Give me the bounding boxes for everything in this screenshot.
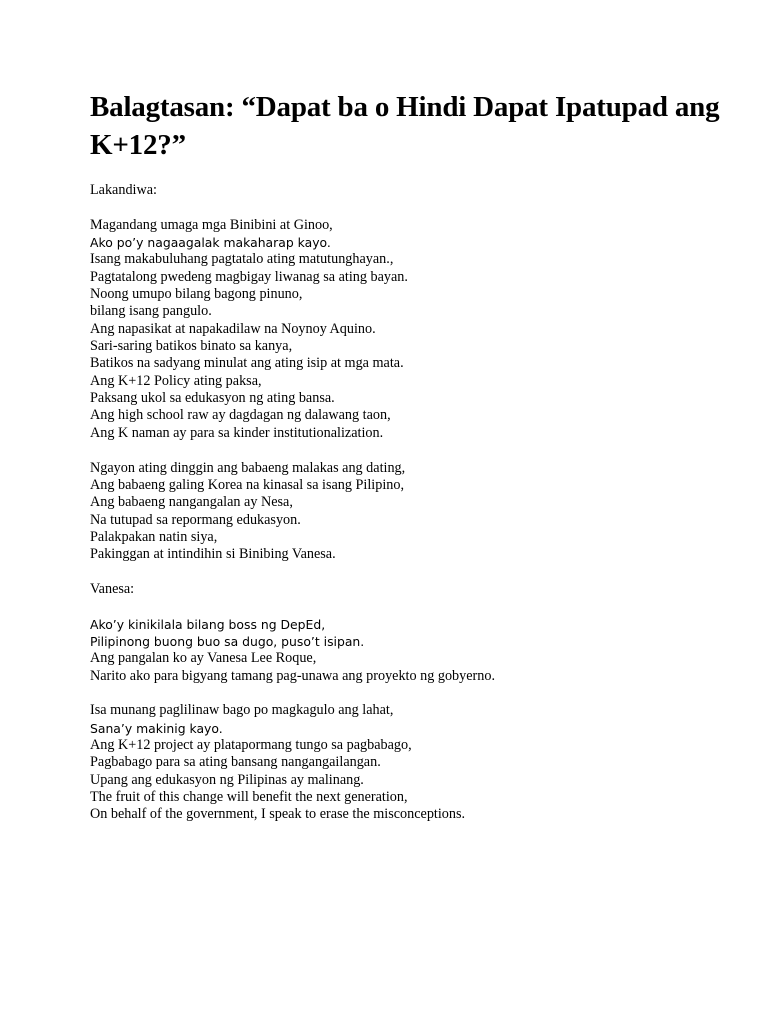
- paragraph-gap: [90, 598, 730, 615]
- text-line: Na tutupad sa repormang edukasyon.: [90, 511, 301, 528]
- text-line: Noong umupo bilang bagong pinuno,: [90, 286, 303, 303]
- stanza: [90, 616, 730, 685]
- document-body: [90, 182, 730, 824]
- document-page: [90, 88, 730, 824]
- text-line: Ako’y kinikilala bilang boss ng DepEd,: [90, 616, 326, 632]
- text-line: Narito ako para bigyang tamang pag-unawa ang proyekto ng gobyerno.: [90, 667, 496, 684]
- text-line: Ang K naman ay para sa kinder institutionalization.: [90, 424, 384, 441]
- paragraph-gap: [90, 685, 730, 702]
- text-line: Sana’y makinig kayo.: [90, 720, 223, 736]
- text-line: Vanesa:: [90, 580, 135, 597]
- text-line: Ang K+12 Policy ating paksa,: [90, 372, 262, 389]
- text-line: Pilipinong buong buo sa dugo, puso’t isipan.: [90, 633, 365, 649]
- text-line: Sari-saring batikos binato sa kanya,: [90, 338, 293, 355]
- text-line: Palakpakan natin siya,: [90, 528, 218, 545]
- text-line: Isa munang paglilinaw bago po magkagulo ang lahat,: [90, 702, 394, 719]
- text-line: Ako po’y nagaagalak makaharap kayo.: [90, 235, 331, 251]
- stanza: [90, 460, 730, 564]
- text-line: Pakinggan at intindihin si Binibing Vanesa.: [90, 546, 336, 563]
- text-line: Lakandiwa:: [90, 182, 157, 198]
- text-line: Ang pangalan ko ay Vanesa Lee Roque,: [90, 650, 317, 667]
- text-line: Ang K+12 project ay platapormang tungo sa pagbabago,: [90, 737, 412, 753]
- text-line: Ang babaeng nangangalan ay Nesa,: [90, 494, 293, 511]
- text-line: Pagbabago para sa ating bansang nangangailangan.: [90, 754, 381, 771]
- document-title: Balagtasan: “Dapat ba o Hindi Dapat Ipatupad ang K+12?”: [90, 91, 720, 161]
- text-line: Ang high school raw ay dagdagan ng dalawang taon,: [90, 407, 391, 424]
- text-line: Isang makabuluhang pagtatalo ating matutunghayan.,: [90, 251, 394, 268]
- stanza: [90, 581, 730, 598]
- text-line: Paksang ukol sa edukasyon ng ating bansa.: [90, 390, 335, 407]
- text-line: On behalf of the government, I speak to erase the misconceptions.: [90, 806, 466, 823]
- text-line: Ngayon ating dinggin ang babaeng malakas ang dating,: [90, 459, 406, 476]
- stanza: [90, 217, 730, 442]
- text-line: The fruit of this change will benefit the next generation,: [90, 789, 408, 806]
- text-line: Batikos na sadyang minulat ang ating isip at mga mata.: [90, 355, 404, 372]
- text-line: Ang babaeng galing Korea na kinasal sa isang Pilipino,: [90, 476, 405, 493]
- paragraph-gap: [90, 564, 730, 581]
- text-line: Pagtatalong pwedeng magbigay liwanag sa ating bayan.: [90, 268, 408, 285]
- text-line: bilang isang pangulo.: [90, 303, 212, 320]
- text-line: Upang ang edukasyon ng Pilipinas ay malinang.: [90, 771, 364, 788]
- text-line: Magandang umaga mga Binibini at Ginoo,: [90, 216, 333, 233]
- paragraph-gap: [90, 442, 730, 459]
- stanza: [90, 182, 730, 199]
- paragraph-gap: [90, 199, 730, 216]
- text-line: Ang napasikat at napakadilaw na Noynoy Aquino.: [90, 320, 376, 337]
- stanza: [90, 702, 730, 823]
